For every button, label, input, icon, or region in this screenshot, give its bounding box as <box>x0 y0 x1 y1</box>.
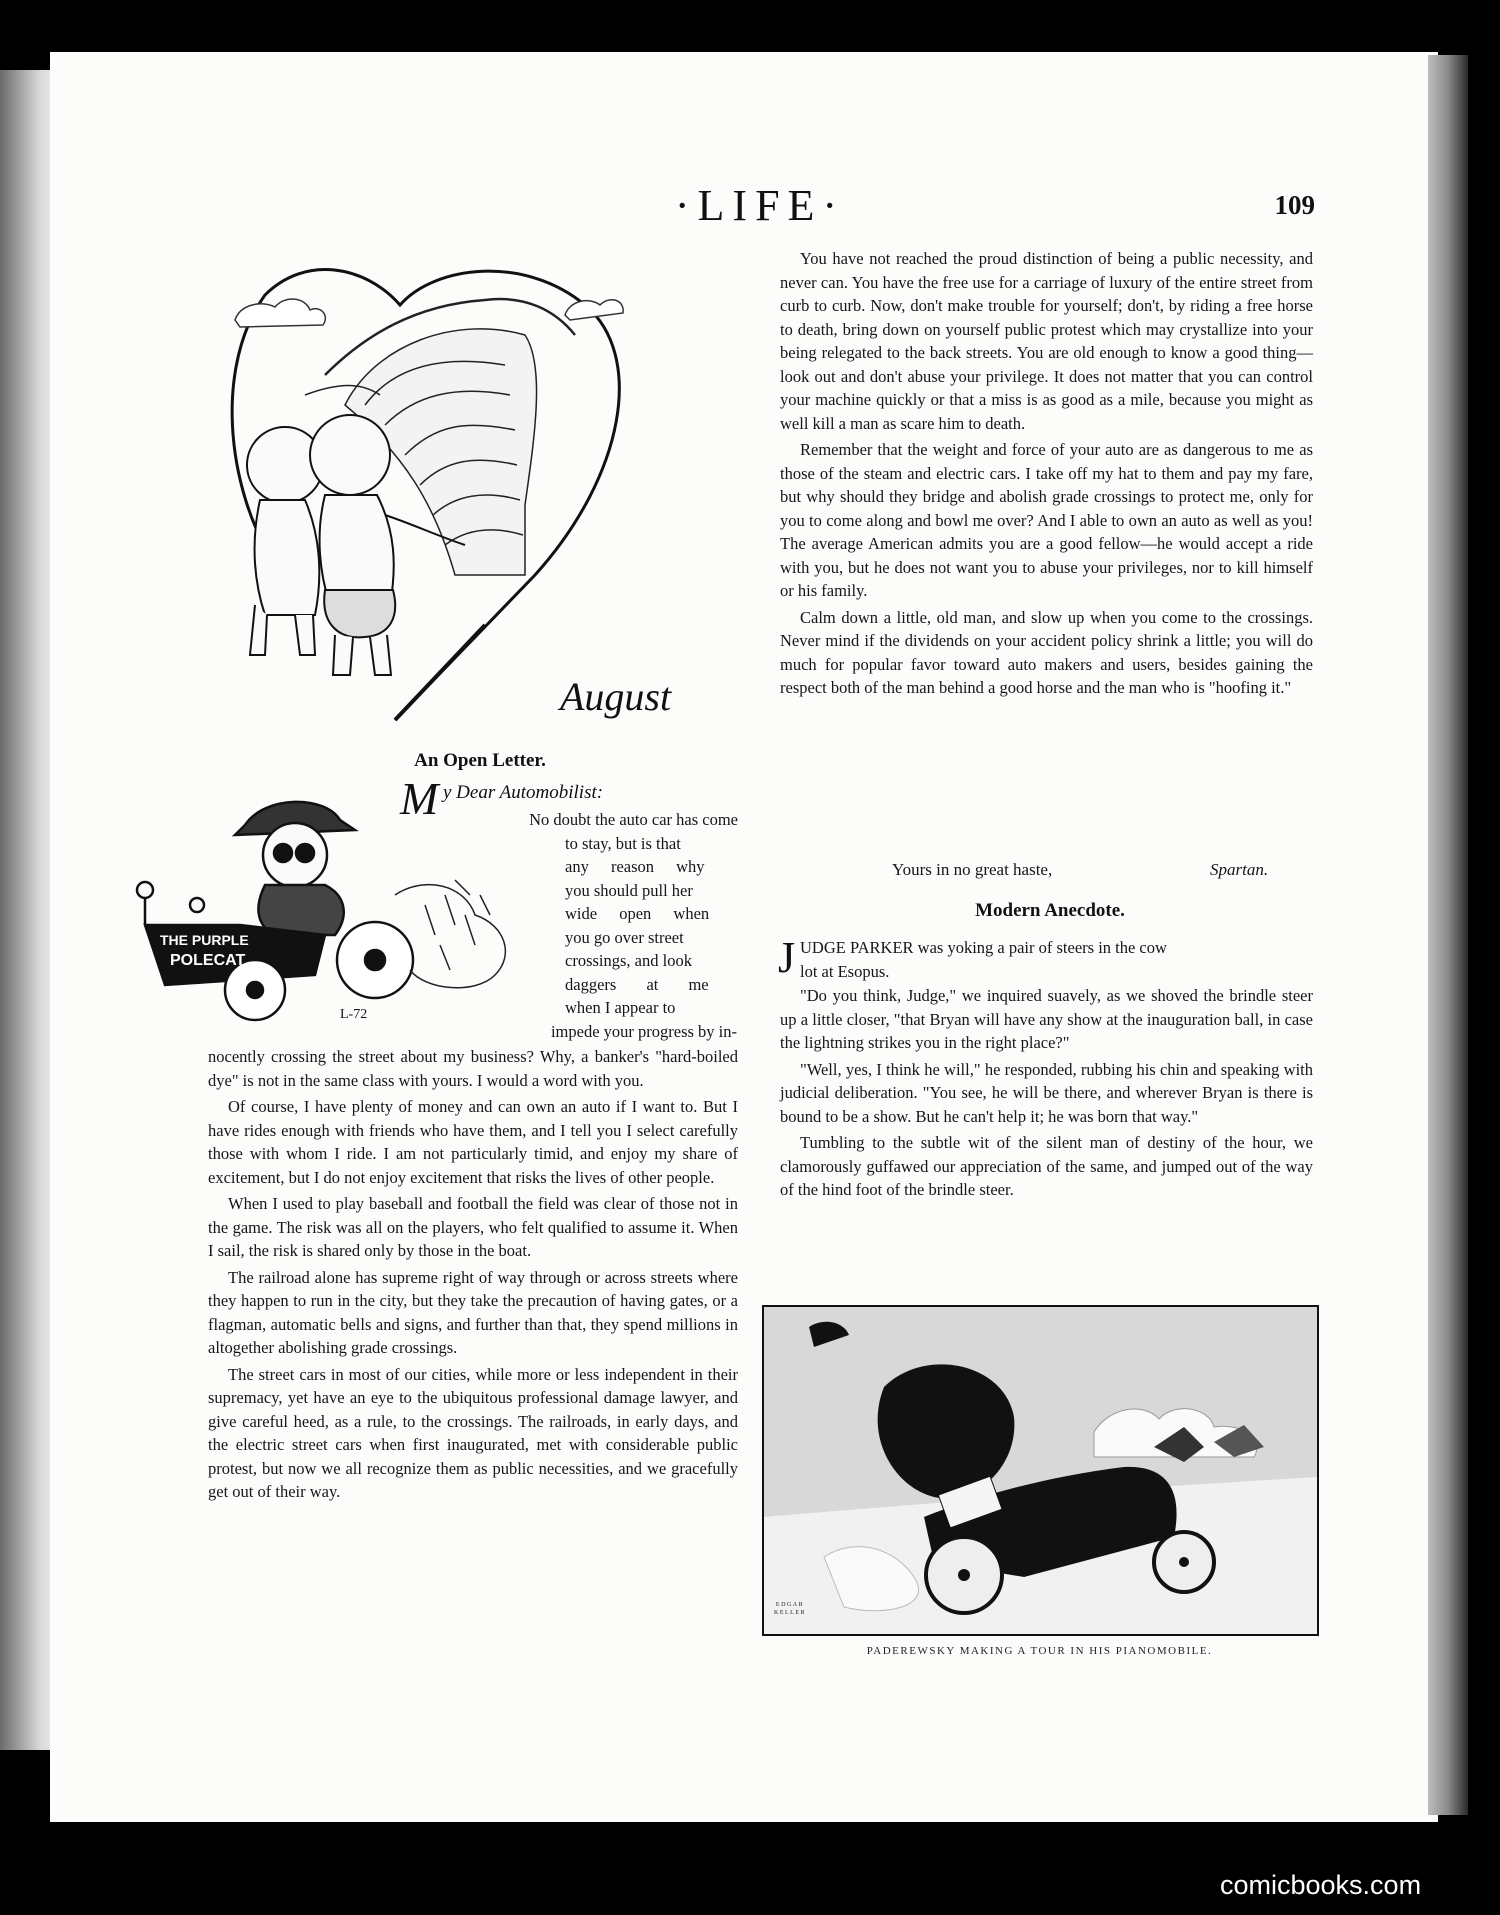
salutation: y Dear Automobilist: <box>443 782 604 803</box>
open-letter-right-column <box>780 247 1313 703</box>
anecdote-second-line: lot at Esopus. <box>800 962 890 981</box>
open-letter-paragraph: nocently crossing the street about my business? Why, a banker's "hard-boiled dye" is not in the same class with yours. I would a word with you. <box>208 1047 738 1090</box>
wrapped-line: any reason why <box>565 857 705 876</box>
wrapped-line: impede your progress by in- <box>550 1022 737 1041</box>
wrapped-line: wide open when <box>565 904 710 923</box>
open-letter-paragraph: Calm down a little, old man, and slow up when you come to the crossings. Never mind if the dividends on your accident policy shrink a little; you will do much for popular favor toward auto makers and users, besides gaining the respect both of the man behind a good horse and the man who is "hoofing it." <box>780 607 1313 697</box>
car-artist-mark: L-72 <box>340 1007 368 1022</box>
open-letter-title: An Open Letter. <box>414 750 546 771</box>
anecdote-paragraph: "Well, yes, I think he will," he responded, rubbing his chin and speaking with judicial deliberation. "You see, he will be there, and wherever Bryan is there is bound to be a show. But he can't help it; he was born that way." <box>780 1059 1313 1126</box>
open-letter-wrapped-last <box>487 1020 737 1044</box>
salutation-initial: M <box>400 773 439 824</box>
arrow-shaft <box>395 625 485 720</box>
open-letter-paragraph: The railroad alone has supreme right of way through or across streets where they happen to run in the city, but they take the precaution of having gates, or a flagman, automatic bells and signs, and further than that, they spend millions in altogether abolishing grade crossings. <box>208 1267 738 1357</box>
illustration-signature: August <box>560 674 672 719</box>
open-letter-paragraph: Remember that the weight and force of your auto are as dangerous to me as those of the steam and electric cars. I take off my hat to them and pay my fare, but why should they bridge and abolish grade crossings to protect me, only for you to come along and bowl me over? And I able to own an auto as well as you! The average American admits you are a good fellow—he would accept a ride with you, but he does not want you to abuse your privileges, nor to kill himself or his family. <box>780 440 1313 600</box>
open-letter-paragraph: The street cars in most of our cities, while more or less independent in their supremacy, yet have an eye to the ubiquitous professional damage lawyer, and give careful heed, as a rule, to the crossings. The railroads, in early days, and the electric street cars when first inaugurated, met with considerable public protest, but now we all recognize them as public necessities, and we gracefully get out of their way. <box>208 1364 738 1501</box>
wrapped-line: you should pull her <box>565 880 693 900</box>
anecdote-body <box>780 984 1313 1205</box>
cartoon-artist-line1: EDGAR <box>775 1602 805 1608</box>
anecdote-paragraph: "Do you think, Judge," we inquired suavely, as we shoved the brindle steer up a little closer, "that Bryan will have any show at the inauguration ball, in case the lightning strikes you in the right place?" <box>780 986 1313 1052</box>
letter-closing: Yours in no great haste, <box>892 860 1053 879</box>
open-letter-wrapped-text <box>455 808 738 1020</box>
wrapped-line: when I appear to <box>565 998 676 1017</box>
wrapped-line: crossings, and look <box>565 951 692 970</box>
anecdote-dropcap: J <box>778 933 796 982</box>
anecdote-paragraph: Tumbling to the subtle wit of the silent man of destiny of the hour, we clamorously guffawed our appreciation of the same, and jumped out of the way of the hind foot of the brindle steer. <box>780 1133 1313 1199</box>
anecdote-first-line: UDGE PARKER was yoking a pair of steers in the cow <box>800 938 1167 957</box>
anecdote-title: Modern Anecdote. <box>975 900 1125 921</box>
open-letter-paragraph: You have not reached the proud distinction of being a public necessity, and never can. You have the free use for a carriage of luxury of the entire street from curb to curb. Now, don't make trouble for yourself; don't, by riding a free horse to death, bring down on yourself public protest which may crystallize into your being relegated to the back streets. You are old enough to know a good thing—look out and don't abuse your privilege. It does not matter that you can control your machine quickly or that a miss is as good as a mile, because you might as well kill a man as scare him to death. <box>780 249 1313 433</box>
cupids-heart-wave-illustration <box>205 245 735 745</box>
cartoon-artist-line2: KELLER <box>774 1610 806 1616</box>
car-sign-line1: THE PURPLE <box>160 932 249 948</box>
masthead: ·LIFE· <box>674 181 846 230</box>
watermark: comicbooks.com <box>1220 1870 1422 1900</box>
letter-signature: Spartan. <box>1210 860 1269 879</box>
book-page-edge-right <box>1428 55 1468 1815</box>
car-sign-line2: POLECAT <box>170 952 246 969</box>
pianomobile-cartoon <box>762 1305 1319 1636</box>
wrapped-line: to stay, but is that <box>565 833 681 853</box>
open-letter-left-column <box>208 1045 738 1507</box>
wrapped-line: daggers at me <box>565 974 709 994</box>
pianomobile-drawing <box>764 1307 1317 1634</box>
cartoon-caption: PADEREWSKY MAKING A TOUR IN HIS PIANOMOBILE. <box>866 1645 1213 1657</box>
open-letter-paragraph: Of course, I have plenty of money and can own an auto if I want to. But I have rides enough with friends who have them, and I tell you I select carefully those with whom I ride. I am not particularly timid, and enjoy my share of excitement, but I do not enjoy excitement that risks the lives of other people. <box>208 1097 738 1187</box>
wrapped-line: No doubt the auto car has come <box>529 810 738 829</box>
wrapped-line: you go over street <box>565 927 684 947</box>
open-letter-paragraph: When I used to play baseball and football the field was clear of those not in the game. The risk was all on the players, who felt qualified to assume it. When I sail, the risk is shared only by those in the boat. <box>208 1194 738 1260</box>
page-number: 109 <box>1274 190 1315 220</box>
